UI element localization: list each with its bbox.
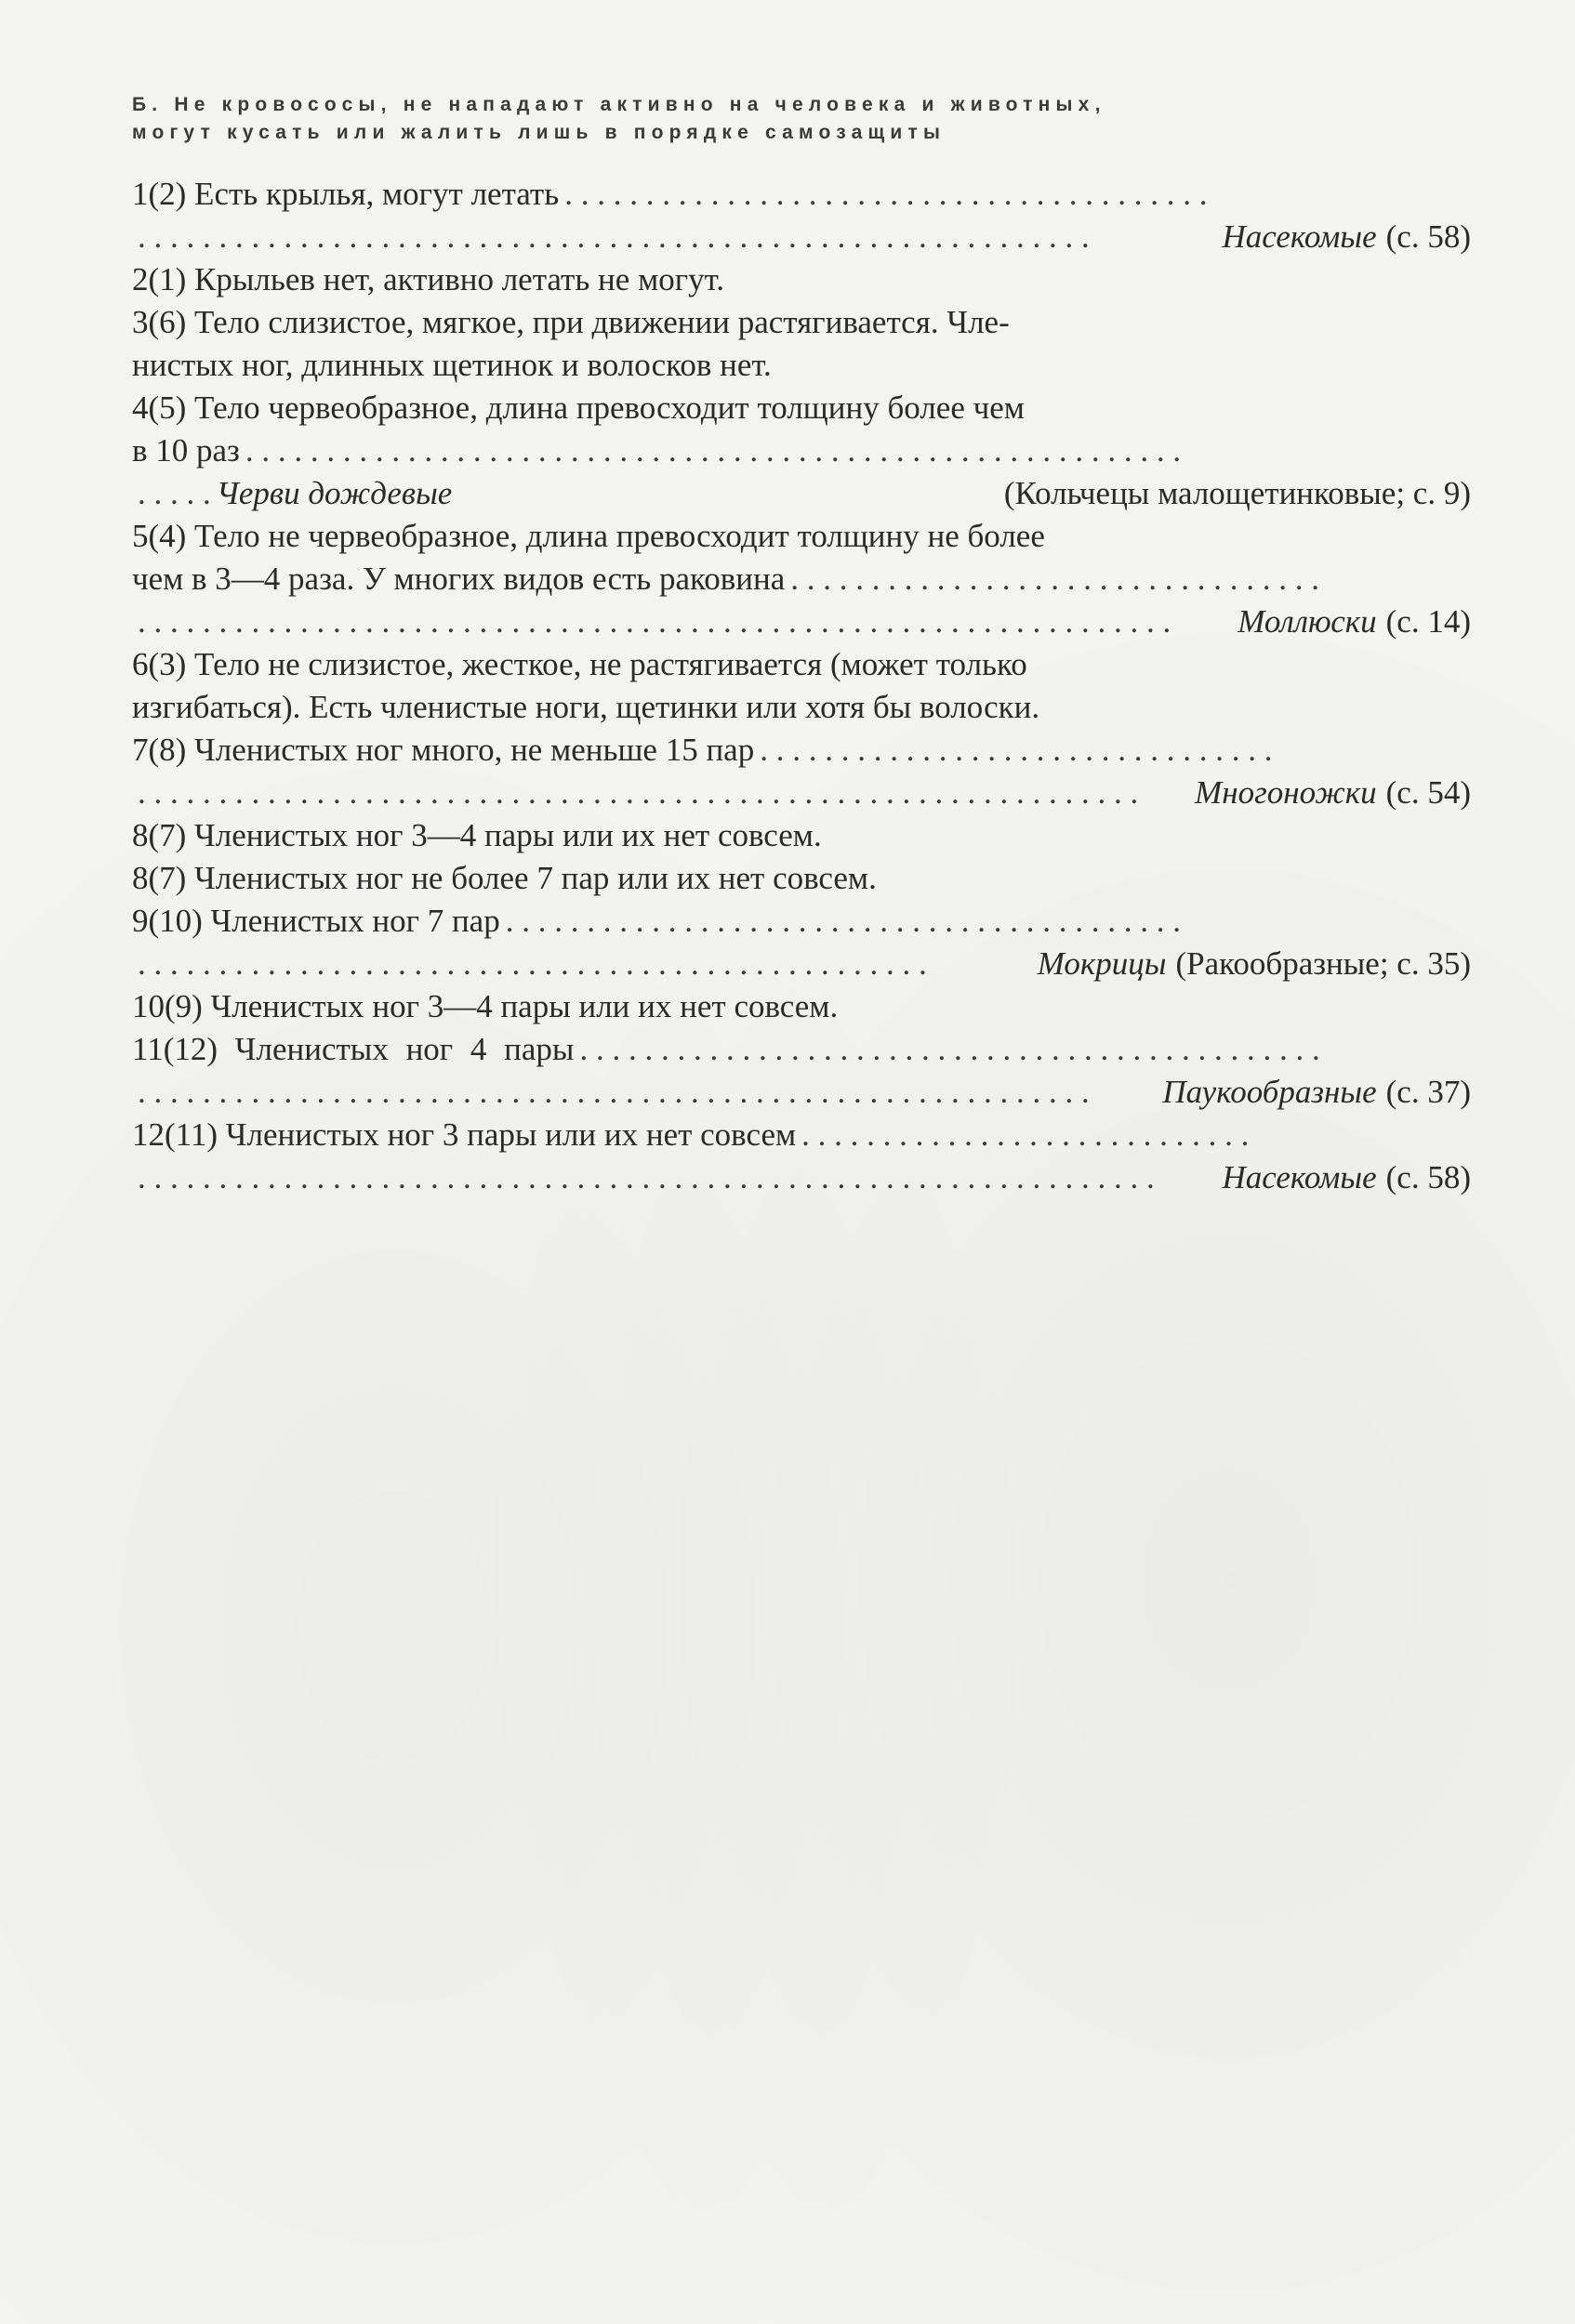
dot-leader: . . . . . . . . . . . . . . . . . . . . . . . . . . . . . . . . . . . . . . . . . . . . . . . . . . . . . . . . . . . . . . .: [138, 1159, 1155, 1195]
couplet-text: в 10 раз: [132, 432, 240, 469]
couplet-text: 8(7) Членистых ног не более 7 пар или их нет совсем.: [132, 860, 877, 896]
page-reference: (с. 54): [1385, 774, 1471, 811]
dot-leader: . . . . . . . . . . . . . . . . . . . . . . . . . . . . . . . .: [760, 732, 1273, 768]
taxon-name: Насекомые: [1222, 1159, 1377, 1195]
dot-leader: . . . . . . . . . . . . . . . . . . . . . . . . . . . . . . . . . . . . . . . . . . . . . . . . .: [138, 945, 927, 982]
couplet-text: изгибаться). Есть членистые ноги, щетинки или хотя бы волоски.: [132, 689, 1040, 725]
couplet-text: 2(1) Крыльев нет, активно летать не могут.: [132, 261, 724, 297]
key-couplet-4-line-2: [132, 429, 1471, 472]
couplet-text: 3(6) Тело слизистое, мягкое, при движении растягивается. Чле-: [132, 304, 1010, 340]
dot-leader: . . . . . . . . . . . . . . . . . . . . . . . . . . . . . . . . . . . . . . . . . . . . . . . . . . . . . . . . . . .: [138, 1074, 1090, 1110]
key-couplet-12-result: [132, 1156, 1471, 1199]
key-couplet-12: [132, 1114, 1471, 1156]
dot-leader: . . . . . . . . . . . . . . . . . . . . . . . . . . . . . . . . . . . . . . . . . . . . . .: [579, 1031, 1320, 1067]
key-couplet-1-result: [132, 216, 1471, 258]
identification-key: [132, 91, 1471, 1199]
taxon-name: Моллюски: [1238, 603, 1377, 640]
key-couplet-4-line-1: [132, 387, 1471, 429]
key-couplet-6-line-2: [132, 686, 1471, 729]
key-couplet-8b: [132, 857, 1471, 900]
section-heading-line-2: могут кусать или жалить лишь в порядке самозащиты: [132, 122, 946, 143]
dot-leader: . . . . . . . . . . . . . . . . . . . . . . . . . . . . . . . . . . . . . . . . . . . . . . . . . . . . . . . . . . . . . . . .: [138, 603, 1171, 640]
dot-leader: . . . . . . . . . . . . . . . . . . . . . . . . . . . .: [801, 1116, 1250, 1153]
couplet-text: 6(3) Тело не слизистое, жесткое, не растягивается (может только: [132, 646, 1027, 682]
key-couplet-11: [132, 1028, 1471, 1071]
dot-leader: . . . . . . . . . . . . . . . . . . . . . . . . . . . . . . . . . . . . . . . . . . . . . . . . . . . . . . . . . . .: [138, 218, 1090, 255]
taxon-name: Многоножки: [1195, 774, 1377, 811]
couplet-text: 9(10) Членистых ног 7 пар: [132, 903, 500, 939]
couplet-text: 8(7) Членистых ног 3—4 пары или их нет совсем.: [132, 817, 822, 853]
key-couplet-6-line-1: [132, 643, 1471, 686]
dot-leader: . . . . . . . . . . . . . . . . . . . . . . . . . . . . . . . . . . . . . . . . . . . . . . . . . . . . . . . . . .: [245, 432, 1182, 469]
dot-leader: . . . . . . . . . . . . . . . . . . . . . . . . . . . . . . . . .: [790, 561, 1320, 597]
couplet-text: 4(5) Тело червеобразное, длина превосходит толщину более чем: [132, 390, 1025, 426]
taxon-name: Мокрицы: [1037, 945, 1167, 982]
couplet-text: 11(12) Членистых ног 4 пары: [132, 1031, 575, 1067]
page-reference: (с. 37): [1385, 1074, 1471, 1110]
key-couplet-2: [132, 258, 1471, 301]
key-couplet-10: [132, 985, 1471, 1028]
key-couplet-1: [132, 173, 1471, 216]
couplet-text: нистых ног, длинных щетинок и волосков нет.: [132, 347, 772, 383]
key-couplet-7-result: [132, 772, 1471, 814]
page-reference: (с. 58): [1385, 218, 1471, 255]
taxon-name: Насекомые: [1222, 218, 1377, 255]
key-couplet-5-result: [132, 601, 1471, 643]
dot-leader: . . . . . . . . . . . . . . . . . . . . . . . . . . . . . . . . . . . . . . . . . . . . . . . . . . . . . . . . . . . . . .: [138, 774, 1139, 811]
couplet-text: 12(11) Членистых ног 3 пары или их нет совсем: [132, 1116, 797, 1153]
dot-leader: . . . . .: [138, 475, 211, 511]
section-heading: [132, 91, 1471, 147]
key-couplet-8a: [132, 814, 1471, 857]
taxon-name: Черви дождевые: [216, 475, 453, 511]
couplet-text: 5(4) Тело не червеобразное, длина превосходит толщину не более: [132, 518, 1045, 554]
dot-leader: . . . . . . . . . . . . . . . . . . . . . . . . . . . . . . . . . . . . . . . . . .: [505, 903, 1181, 939]
key-couplet-9: [132, 900, 1471, 943]
dot-leader: . . . . . . . . . . . . . . . . . . . . . . . . . . . . . . . . . . . . . . . .: [564, 176, 1208, 212]
page-reference: (Ракообразные; с. 35): [1175, 945, 1471, 982]
couplet-text: 1(2) Есть крылья, могут летать: [132, 176, 560, 212]
couplet-text: чем в 3—4 раза. У многих видов есть раковина: [132, 561, 786, 597]
key-couplet-5-line-2: [132, 558, 1471, 601]
page-reference: (с. 58): [1385, 1159, 1471, 1195]
key-couplet-4-result: [132, 472, 1471, 515]
section-heading-line-1: Б. Не кровососы, не нападают активно на человека и животных,: [132, 94, 1106, 115]
couplet-text: 7(8) Членистых ног много, не меньше 15 пар: [132, 732, 755, 768]
key-couplet-3-line-1: [132, 301, 1471, 344]
page-reference: (Кольчецы малощетинковые; с. 9): [1003, 475, 1471, 511]
couplet-text: 10(9) Членистых ног 3—4 пары или их нет совсем.: [132, 988, 839, 1024]
page-reference: (с. 14): [1385, 603, 1471, 640]
key-couplet-3-line-2: [132, 344, 1471, 387]
taxon-name: Паукообразные: [1162, 1074, 1377, 1110]
key-couplet-5-line-1: [132, 515, 1471, 558]
key-couplet-11-result: [132, 1071, 1471, 1114]
key-couplet-9-result: [132, 943, 1471, 985]
key-couplet-7: [132, 729, 1471, 772]
